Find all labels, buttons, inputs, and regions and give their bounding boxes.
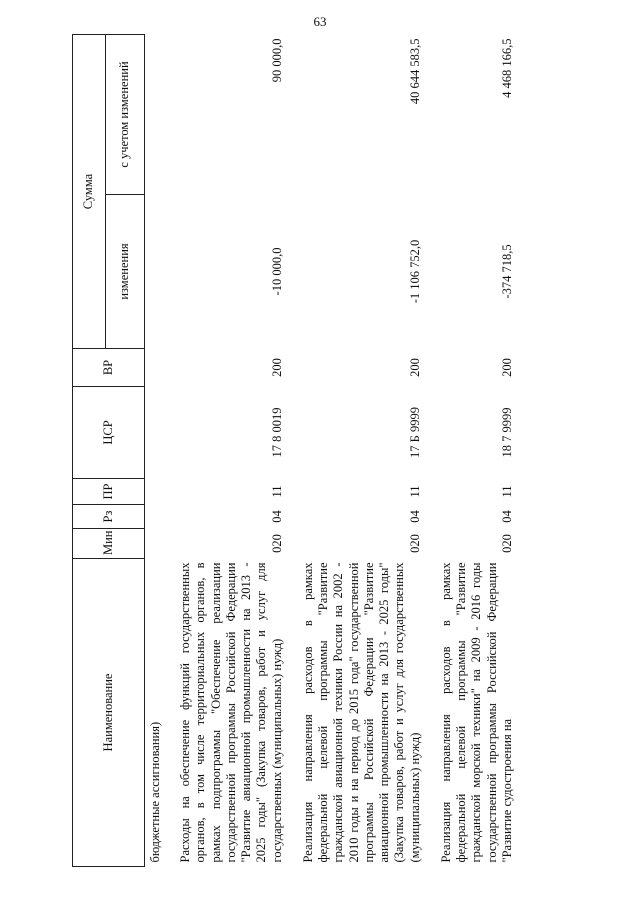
row-name: Расходы на обеспечение функций государственных органов, в том числе территориальных органов, в рамках подпрограммы "Обеспечение реализации государственной программы Российской Федерации "Развитие авиационной промышленности на 2013 - 2025 годы" (Закупка товаров, работ и услуг для государственных (муниципальных) нужд) [178, 562, 284, 863]
row-rz: 04 [407, 510, 422, 523]
budget-table-rotated [72, 35, 572, 867]
row-rz: 04 [499, 510, 514, 523]
row-total: 4 468 166,5 [499, 38, 514, 98]
row-pr: 11 [407, 485, 422, 498]
row-vr: 200 [269, 358, 284, 377]
header-vr: ВР [73, 349, 145, 387]
table-row [289, 35, 427, 867]
budget-table [72, 34, 519, 867]
header-with-changes: с учетом изменений [106, 35, 145, 195]
row-total: 40 644 583,5 [407, 38, 422, 105]
row-name: Реализация направления расходов в рамках федеральной целевой программы "Развитие гражданской авиационной техники России на 2002 - 2010 годы и на период до 2015 года" государственной программы Российской Федерации "Развитие авиационной промышленности на 2013 - 2025 годы" (Закупка товаров, работ и услуг для государственных (муниципальных) нужд) [300, 562, 422, 863]
continuation-text: бюджетные ассигнования) [148, 721, 162, 863]
row-pr: 11 [499, 485, 514, 498]
row-min: 020 [269, 534, 284, 553]
row-change: -374 718,5 [499, 244, 514, 299]
row-min: 020 [407, 534, 422, 553]
row-change: -1 106 752,0 [407, 239, 422, 304]
row-csr: 17 8 0019 [269, 407, 284, 458]
header-change: изменения [106, 195, 145, 349]
table-row [166, 35, 289, 867]
row-pr: 11 [269, 485, 284, 498]
table-row [427, 35, 519, 867]
row-csr: 18 7 9999 [499, 407, 514, 458]
row-csr: 17 Б 9999 [407, 407, 422, 458]
row-name: Реализация направления расходов в рамках федеральной целевой программы "Развитие гражданской морской техники" на 2009 - 2016 годы государственной программы Российской Федерации "Развитие судостроения на [438, 562, 514, 863]
header-sum: Сумма [73, 35, 106, 349]
header-rz: Рз [73, 505, 145, 529]
header-pr: ПР [73, 479, 145, 505]
row-rz: 04 [269, 510, 284, 523]
continuation-row [145, 35, 167, 867]
row-vr: 200 [407, 358, 422, 377]
header-name: Наименование [73, 559, 145, 867]
row-change: -10 000,0 [269, 247, 284, 296]
row-min: 020 [499, 534, 514, 553]
header-min: Мин [73, 529, 145, 559]
header-csr: ЦСР [73, 387, 145, 479]
row-vr: 200 [499, 358, 514, 377]
page-number: 63 [313, 14, 327, 29]
row-total: 90 000,0 [269, 38, 284, 83]
